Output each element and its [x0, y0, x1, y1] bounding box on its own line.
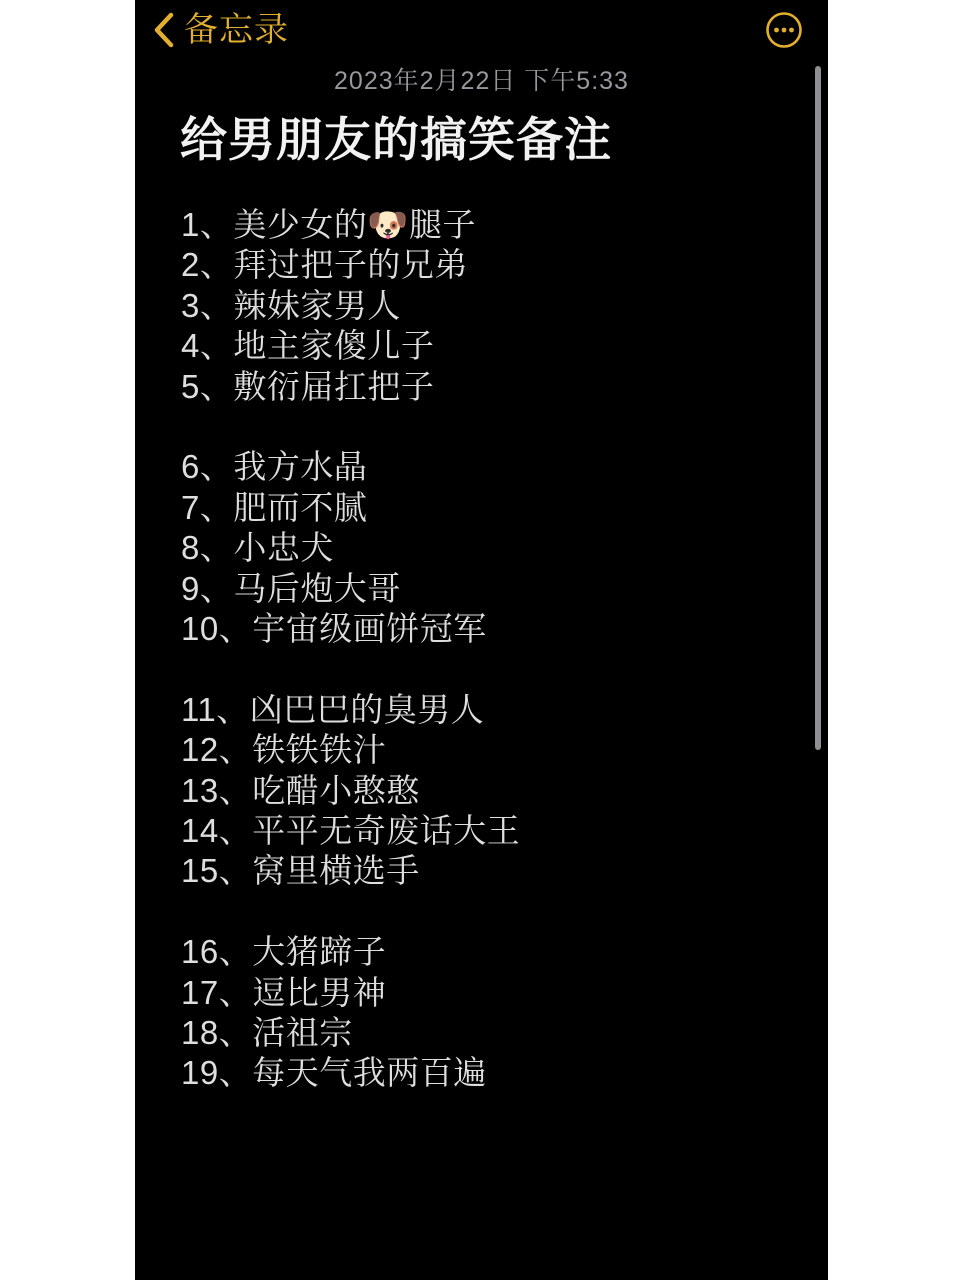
note-title: 给男朋友的搞笑备注 — [180, 113, 612, 166]
navigation-bar — [153, 8, 804, 52]
list-item: 18、活祖宗 — [181, 1014, 353, 1052]
list-group — [181, 447, 768, 649]
list-item: 4、地主家傻儿子 — [181, 327, 435, 365]
note-date: 2023年2月22日 下午5:33 — [334, 67, 629, 95]
list-item: 6、我方水晶 — [181, 448, 368, 486]
chevron-left-icon — [153, 12, 175, 48]
list-item: 15、窝里横选手 — [181, 852, 420, 890]
list-item: 9、马后炮大哥 — [181, 569, 401, 607]
notes-app-screen — [135, 0, 828, 1280]
note-body[interactable] — [181, 205, 768, 1094]
list-group — [181, 932, 768, 1094]
list-item: 12、铁铁铁汁 — [181, 731, 387, 769]
list-item: 10、宇宙级画饼冠军 — [181, 610, 487, 648]
list-item: 5、敷衍届扛把子 — [181, 367, 435, 405]
list-item: 11、凶巴巴的臭男人 — [181, 690, 485, 728]
list-item: 3、辣妹家男人 — [181, 286, 401, 324]
list-item: 13、吃醋小憨憨 — [181, 771, 420, 809]
list-item: 8、小忠犬 — [181, 529, 334, 567]
ellipsis-circle-icon[interactable] — [764, 10, 804, 50]
list-item: 17、逗比男神 — [181, 973, 387, 1011]
list-item: 16、大猪蹄子 — [181, 933, 387, 971]
list-item: 1、美少女的🐶腿子 — [181, 206, 476, 243]
back-button-label: 备忘录 — [184, 11, 289, 49]
list-item: 2、拜过把子的兄弟 — [181, 246, 468, 284]
scrollbar[interactable] — [815, 66, 821, 750]
back-button[interactable] — [153, 12, 289, 48]
list-group — [181, 205, 768, 407]
list-group — [181, 690, 768, 892]
list-item: 19、每天气我两百遍 — [181, 1054, 487, 1092]
list-item: 14、平平无奇废话大王 — [181, 812, 521, 850]
list-item: 7、肥而不腻 — [181, 488, 368, 526]
